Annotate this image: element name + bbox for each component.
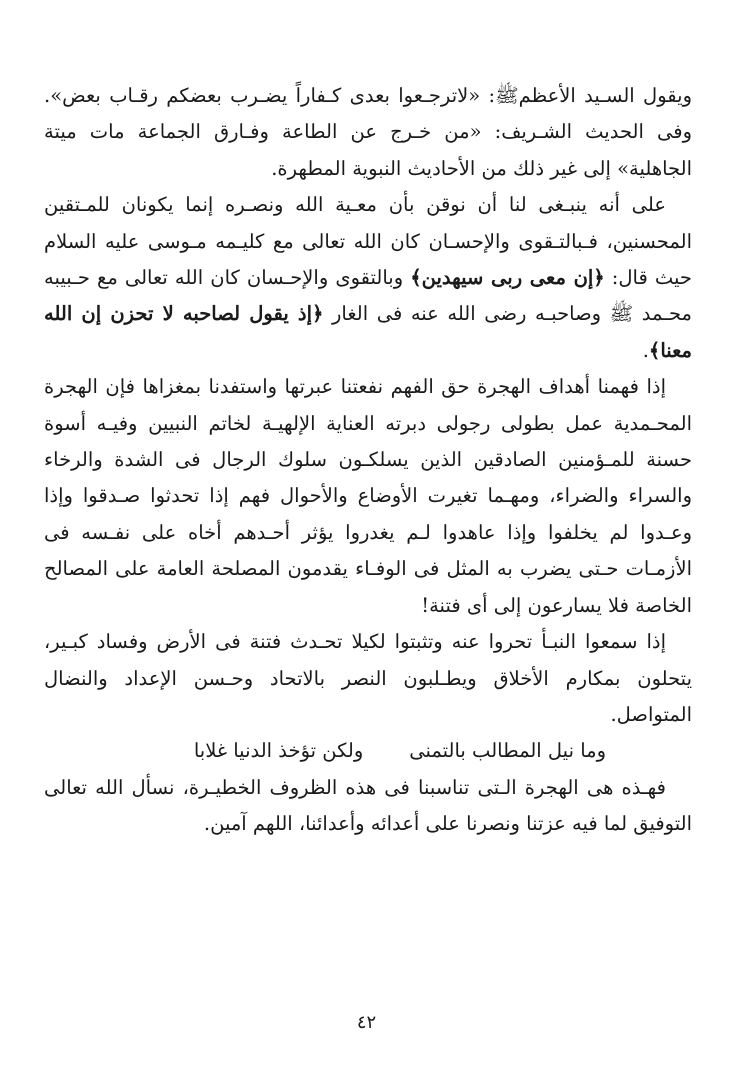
verse-hemistich-second: ولكن تؤخذ الدنيا غلابا	[193, 739, 364, 763]
poetry-verse	[44, 733, 692, 769]
paragraph-text: فهـذه هى الهجرة الـتى تناسبنا فى هذه الظروف الخطيـرة، نسأل الله تعالى التوفيق لما فيه عزتنا ونصرنا على أعدائه وأعدائنا، اللهم آمين.	[44, 775, 692, 836]
body-text	[44, 78, 692, 843]
paragraph-closing	[44, 770, 692, 843]
paragraph-text: إذا سمعوا النبـأ تحروا عنه وتثبتوا لكيلا تحـدث فتنة فى الأرض وفساد كبـير، يتحلون بمكارم الأخلاق ويطـلبون النصر بالاتحاد وحـسن الإعداد والنضال المتواصل.	[44, 630, 692, 726]
paragraph-text: ويقول السـيد الأعظمﷺ: «لاترجـعوا بعدى كـفاراً يضـرب بعضكم رقـاب بعض». وفى الحديث الشـريف: «من خـرج عن الطاعة وفـارق الجماعة مات ميتة الجاهلية» إلى غير ذلك من الأحاديث النبوية المطهرة.	[44, 84, 692, 180]
paragraph-text: على أنه ينبـغى لنا أن نوقن بأن معـية الله ونصـره إنما يكونان للمـتقين المحسنين، فـبالتـقوى والإحسـان كان الله تعالى مع كليـمه مـوسى عليه السلام حيث قال:	[44, 193, 692, 290]
paragraph-taqwa	[44, 187, 692, 369]
quran-verse-ghar: ﴿إذ يقول لصاحبه لا تحزن إن الله معنا﴾	[44, 302, 692, 362]
quran-verse-musa: ﴿إن معى ربى سيهدين﴾	[410, 266, 605, 290]
page-number: ٤٢	[356, 1012, 377, 1033]
verse-hemistich-first: وما نيل المطالب بالتمنى	[409, 739, 606, 763]
paragraph-hijra-goals	[44, 369, 692, 624]
paragraph-text: .	[642, 338, 649, 362]
paragraph-text: إذا فهمنا أهداف الهجرة حق الفهم نفعتنا عبرتها واستفدنا بمغزاها فإن الهجرة المحـمدية عمل بطولى رجولى دبرته العناية الإلهيـة لخاتم النبيين وفيـه أسوة حسنة للمـؤمنين الصادقين الذين يسلكـون سلوك الرجال فى الشدة والرخاء والسراء والضراء، ومهـما تغيرت الأوضاع والأحوال فهم إذا تحدثوا صـدقوا وإذا وعـدوا لم يخلفوا وإذا عاهدوا لـم يغدروا يؤثر أحـدهم أخاه على نفـسه فى الأزمـات حـتى يضرب به المثل فى الوفـاء يقدمون المصلحة العامة على المصالح الخاصة فلا يسارعون إلى أى فتنة!	[44, 375, 692, 617]
paragraph-news	[44, 624, 692, 733]
paragraph-text: وبالتقوى والإحـسان كان الله تعالى مع حـبيبه محـمد ﷺ وصاحبـه رضى الله عنه فى الغار	[44, 266, 693, 326]
paragraph-hadith	[44, 78, 692, 187]
